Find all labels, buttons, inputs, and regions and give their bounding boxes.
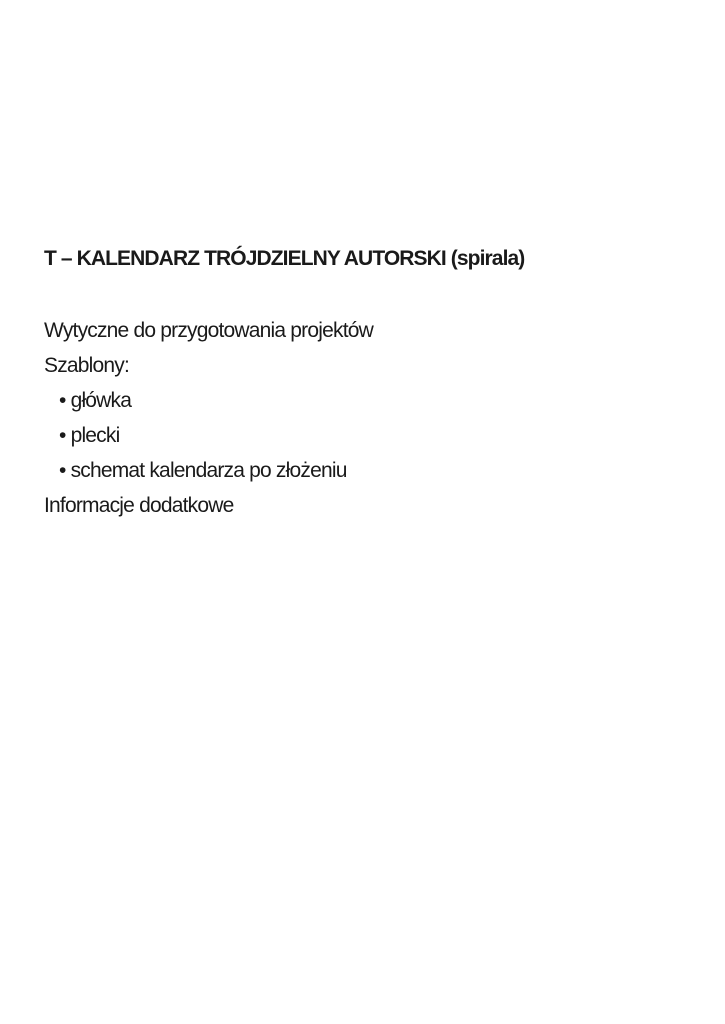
guidelines-link[interactable]: Wytyczne do przygotowania projektów (44, 319, 373, 342)
template-label-glowka: główka (70, 389, 132, 412)
list-item[interactable] (44, 383, 373, 418)
list-item[interactable] (44, 453, 373, 488)
template-label-plecki: plecki (70, 424, 120, 447)
bullet-icon: • (59, 389, 66, 412)
list-item[interactable] (44, 418, 373, 453)
document-content (44, 313, 373, 523)
templates-list (44, 383, 373, 488)
bullet-icon: • (59, 424, 66, 447)
document-title: T – KALENDARZ TRÓJDZIELNY AUTORSKI (spirala) (44, 247, 525, 270)
additional-info-link[interactable]: Informacje dodatkowe (44, 494, 234, 517)
templates-heading: Szablony: (44, 354, 130, 377)
bullet-icon: • (59, 459, 66, 482)
template-label-schemat: schemat kalendarza po złożeniu (70, 459, 347, 482)
